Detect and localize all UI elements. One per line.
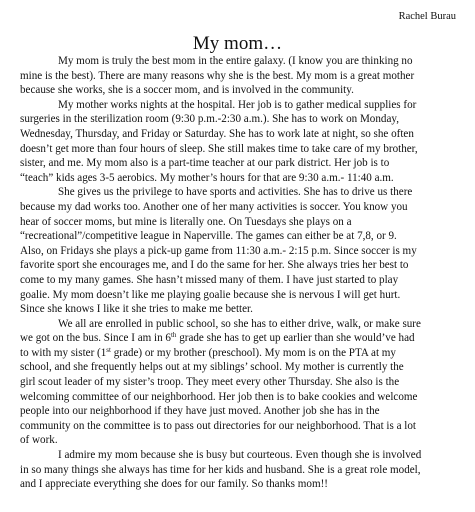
text-segment: I admire my mom because she is busy but courteous. Even though she is involved	[58, 449, 422, 462]
text-segment: school, and she frequently helps out at my siblings’ school. My mother is currently the	[20, 361, 404, 374]
text-line	[20, 127, 466, 142]
text-segment: grade) or my brother (preschool). My mom is on the PTA at my	[110, 346, 396, 359]
text-line	[20, 317, 466, 332]
text-segment: “recreational”/competitive league in Naperville. The games can either be at 7,8, or 9.	[20, 230, 397, 243]
text-segment: community on the committee is to pass out directories for our neighborhood. That is a lot	[20, 419, 417, 432]
text-segment: My mom is truly the best mom in the entire galaxy. (I know you are thinking no	[58, 55, 413, 67]
text-segment: We all are enrolled in public school, so she has to either drive, walk, or make sure	[58, 317, 421, 330]
text-segment: favorite sport she encourages me, and I do the same for her. She always tries her best to	[20, 259, 409, 272]
text-line	[20, 156, 466, 171]
paragraph	[20, 54, 466, 98]
text-line	[20, 273, 466, 288]
text-segment: surgeries in the sterilization room (9:30 p.m.-2:30 a.m.). She has to work on Monday,	[20, 113, 399, 126]
text-segment: girl scout leader of my sister’s troop. They meet every other Thursday. She also is the	[20, 376, 400, 389]
text-segment: because my dad works too. Another one of her many activities is soccer. You know you	[20, 200, 408, 213]
essay-title: My mom…	[192, 33, 283, 54]
superscript: st	[106, 345, 111, 354]
text-line	[20, 463, 466, 478]
text-segment: of work.	[20, 434, 58, 447]
essay-body	[20, 54, 466, 492]
text-line	[20, 229, 466, 244]
text-segment: and I appreciate everything she does for our family. So thanks mom!!	[20, 478, 328, 491]
text-segment: we got on the bus. Since I am in 6	[20, 332, 171, 345]
text-line	[20, 171, 466, 186]
text-segment: Wednesday, Thursday, and Friday or Saturday. She has to work late at night, so she often	[20, 127, 414, 140]
text-segment: in so many things she always has time for her kids and husband. She is a great role model,	[20, 463, 421, 476]
text-line	[20, 404, 466, 419]
text-segment: Since she knows I like it she tries to make me better.	[20, 303, 253, 316]
superscript: th	[170, 331, 177, 340]
text-line	[20, 448, 466, 463]
text-line	[20, 215, 466, 230]
text-line	[20, 360, 466, 375]
text-segment: to with my sister (1	[20, 346, 107, 359]
text-line	[20, 375, 466, 390]
text-line	[20, 477, 466, 492]
text-segment: grade she has to get up earlier than she would’ve had	[176, 332, 415, 345]
text-line	[20, 112, 466, 127]
text-line	[20, 200, 466, 215]
text-line	[20, 302, 466, 317]
text-line	[20, 419, 466, 434]
text-segment: Also, on Fridays she plays a pick-up game from 11:30 a.m.- 2:15 p.m. Since soccer is my	[20, 244, 417, 257]
text-segment: welcoming committee of our neighborhood. Her job then is to bake cookies and welcome	[20, 390, 418, 403]
text-line	[20, 142, 466, 157]
text-segment: because she works, she is a soccer mom, and is involved in the community.	[20, 84, 354, 97]
text-line	[20, 331, 466, 346]
text-line	[20, 69, 466, 84]
author-name: Rachel Burau	[398, 11, 456, 22]
text-line	[20, 346, 466, 361]
text-segment: sister, and me. My mom also is a part-time teacher at our park district. Her job is to	[20, 157, 390, 170]
text-line	[20, 185, 466, 200]
text-segment: mine is the best). There are many reasons why she is the best. My mom is a great mother	[20, 69, 415, 82]
text-segment: “teach” kids ages 3-5 aerobics. My mother’s hours for that are 9:30 a.m.- 11:40 a.m.	[20, 171, 394, 184]
paragraph	[20, 98, 466, 186]
text-segment: people into our neighborhood if they have just moved. Another job she has in the	[20, 405, 380, 418]
text-segment: goalie. My mom doesn’t like me playing goalie because she is nervous I will get hurt.	[20, 288, 401, 301]
text-line	[20, 390, 466, 405]
paragraph	[20, 185, 466, 316]
text-line	[20, 258, 466, 273]
text-line	[20, 98, 466, 113]
paragraph	[20, 317, 466, 448]
text-segment: She gives us the privilege to have sports and activities. She has to drive us there	[58, 186, 413, 199]
text-line	[20, 54, 466, 69]
text-line	[20, 433, 466, 448]
text-segment: My mother works nights at the hospital. Her job is to gather medical supplies for	[58, 98, 417, 111]
text-line	[20, 288, 466, 303]
text-segment: come to my many games. She hasn’t missed many of them. I have just started to play	[20, 273, 399, 286]
text-line	[20, 244, 466, 259]
text-segment: doesn’t get more than four hours of sleep. She still makes time to take care of my brother,	[20, 142, 418, 155]
paragraph	[20, 448, 466, 492]
text-segment: hear of soccer moms, but mine is literally one. On Tuesdays she plays on a	[20, 215, 352, 228]
text-line	[20, 83, 466, 98]
